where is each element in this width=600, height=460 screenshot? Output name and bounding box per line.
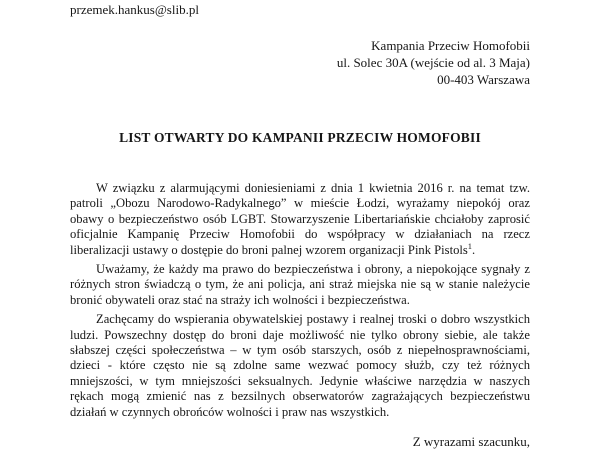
closing-salutation: Z wyrazami szacunku,: [412, 434, 530, 450]
recipient-street: ul. Solec 30A (wejście od al. 3 Maja): [336, 55, 530, 70]
recipient-city: 00-403 Warszawa: [437, 72, 530, 87]
paragraph-1-suffix: .: [472, 242, 476, 257]
paragraph-3: Zachęcamy do wspierania obywatelskiej postawy i realnej troski o dobro wszystkich ludzi. Powszechny dostęp do broni daje możliwość nie tylko obrony siebie, ale także słabszej części społeczeństwa – w tym osób starszych, osób z niepełnosprawnościami, dzieci - które często nie są zdolne same wezwać pomocy służb, czy też różnych mniejszości, w tym mniejszości seksualnych. Jedynie właściwe narzędzia w naszych rękach mogą zmienić nas z bezsilnych obserwatorów zagrażających bezpieczeństwu działań w czynnych obrońców wolności i praw nas wszystkich.: [70, 312, 530, 419]
letter-title: LIST OTWARTY DO KAMPANII PRZECIW HOMOFOBII: [119, 130, 481, 145]
paragraph-1-text: W związku z alarmującymi doniesieniami z dnia 1 kwietnia 2016 r. na temat tzw. patroli „Obozu Narodowo-Radykalnego” w mieście Łodzi, wyrażamy niepokój oraz obawy o bezpieczeństwo osób LGBT. Stowarzyszenie Libertariańskie chciałoby zaprosić oficjalnie Kampanię Przeciw Homofobii do współpracy w działaniach na rzecz liberalizacji ustawy o dostępie do broni palnej wzorem organizacji Pink Pistols: [70, 181, 530, 257]
footnote-marker-1: 1: [467, 240, 473, 251]
recipient-address-block: [70, 37, 530, 88]
paragraph-2: Uważamy, że każdy ma prawo do bezpieczeństwa i obrony, a niepokojące sygnały z różnych stron świadczą o tym, że ani policja, ani straż miejska nie są w stanie należycie bronić obywateli oraz stać na straży ich wolności i bezpieczeństwa.: [70, 262, 530, 307]
paragraph-1: [70, 181, 530, 258]
letter-body: [70, 181, 530, 420]
sender-email: przemek.hankus@slib.pl: [70, 2, 199, 17]
recipient-name: Kampania Przeciw Homofobii: [371, 38, 530, 53]
